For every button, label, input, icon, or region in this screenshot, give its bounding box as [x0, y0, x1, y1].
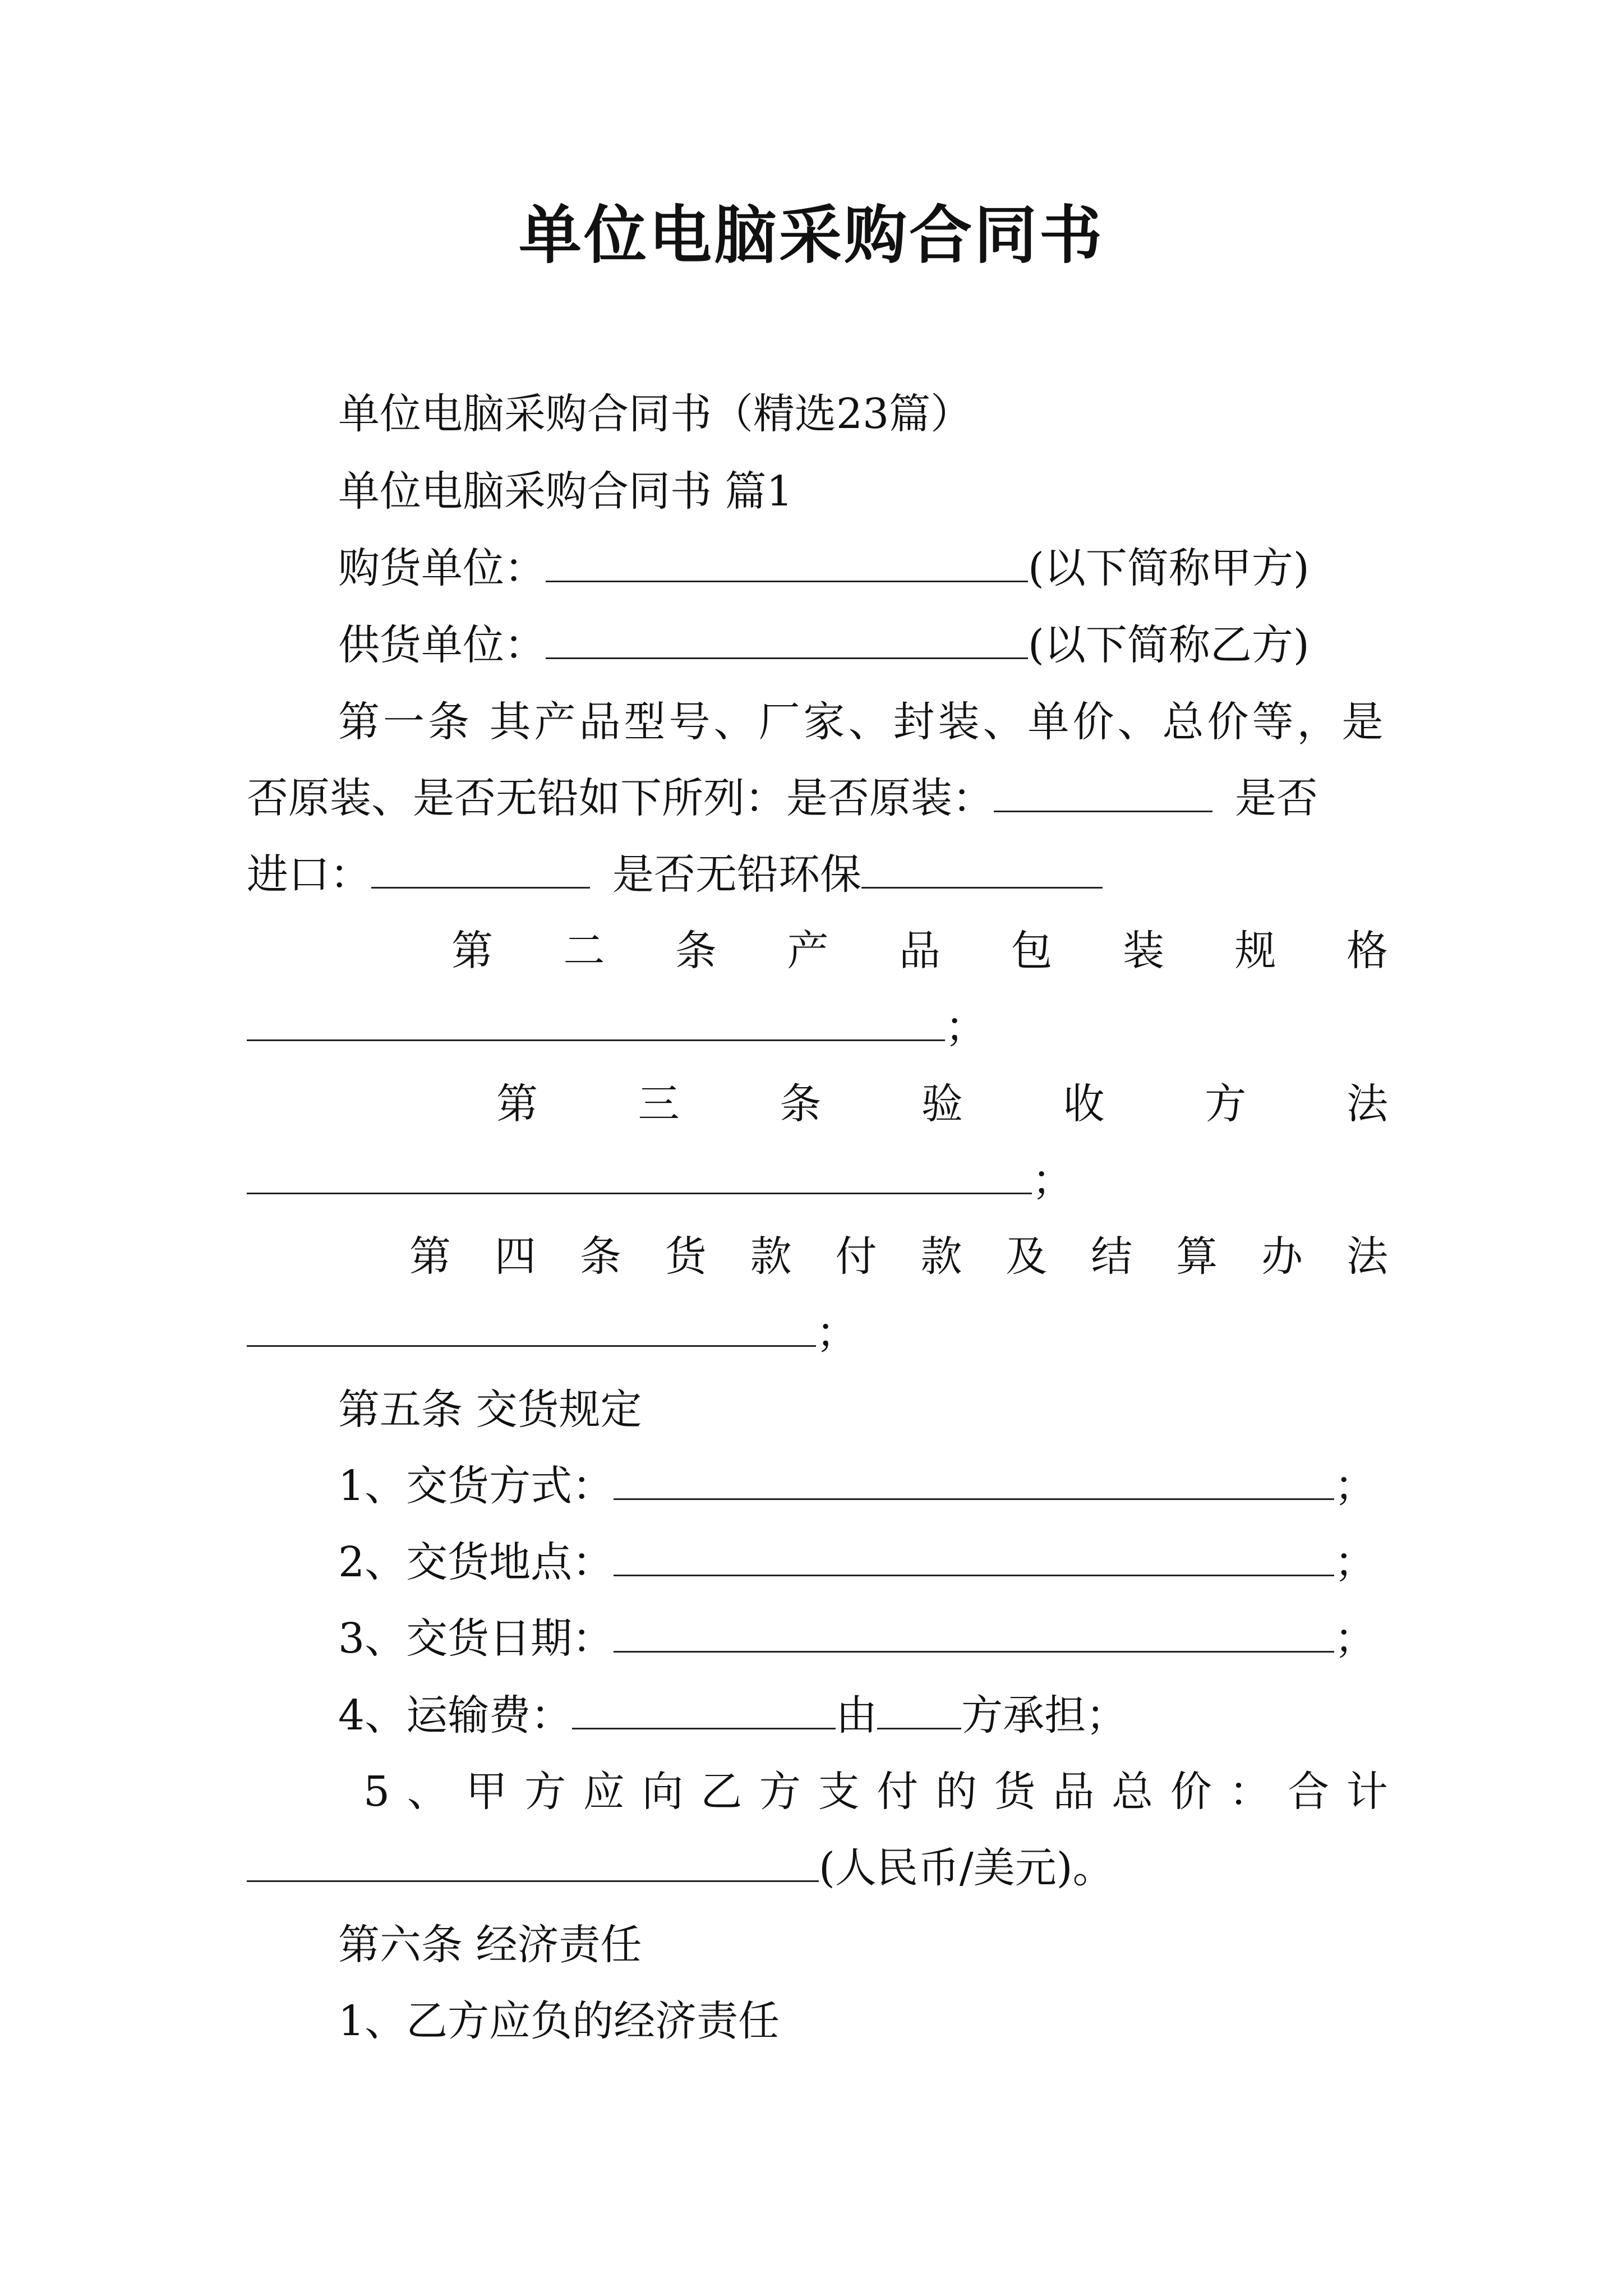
total-price-char: 的: [935, 1768, 977, 1816]
article4-end: ；: [816, 1309, 857, 1357]
supplier-label: 供货单位：: [338, 621, 546, 669]
total-price-char: ：: [1229, 1768, 1271, 1816]
delivery-date-label: 3、交货日期：: [338, 1614, 614, 1663]
supplier-note: (以下简称乙方): [1028, 621, 1310, 669]
freight-end: 方承担；: [961, 1691, 1128, 1740]
total-price-heading: [363, 1764, 1388, 1820]
total-price-char: 甲: [465, 1768, 508, 1816]
freight-party-blank[interactable]: [877, 1688, 961, 1729]
supplier-row: [338, 617, 1310, 673]
total-price-char: 合: [1288, 1768, 1330, 1816]
total-price-char: 5: [363, 1768, 390, 1816]
article3-heading: [496, 1076, 1388, 1132]
article4-char: 款: [750, 1232, 792, 1281]
leadfree-blank[interactable]: [861, 848, 1103, 889]
document-title: 单位电脑采购合同书: [519, 199, 1104, 272]
total-price-char: 向: [642, 1768, 684, 1816]
article4-char: 款: [920, 1232, 962, 1281]
article3-blank-row: [247, 1152, 1073, 1208]
article3-char: 收: [1063, 1080, 1105, 1128]
article3-char: 验: [921, 1080, 963, 1128]
article2-end: ；: [945, 1003, 986, 1051]
total-price-char: 方: [759, 1768, 801, 1816]
article3-end: ；: [1032, 1156, 1073, 1204]
article3-char: 条: [780, 1080, 822, 1128]
import-blank[interactable]: [371, 848, 590, 889]
article2-heading: [451, 923, 1388, 979]
article4-char: 条: [579, 1232, 621, 1281]
chapter-heading: 单位电脑采购合同书 篇1: [338, 467, 793, 516]
freight-mid: 由: [836, 1691, 878, 1740]
total-price-char: 应: [583, 1768, 625, 1816]
article2-char: 产: [787, 927, 829, 975]
total-price-char: 计: [1346, 1768, 1388, 1816]
total-price-char: 总: [1112, 1768, 1154, 1816]
delivery-place-end: ；: [1334, 1538, 1376, 1586]
buyer-note: (以下简称甲方): [1028, 544, 1310, 592]
currency-note: (人民币/美元)。: [819, 1844, 1114, 1892]
article4-char: 付: [835, 1232, 877, 1281]
delivery-date-row: [338, 1611, 1376, 1667]
article4-heading: [409, 1228, 1388, 1285]
article4-char: 第: [409, 1232, 451, 1281]
article3-char: 方: [1205, 1080, 1247, 1128]
article4-char: 办: [1261, 1232, 1303, 1281]
article3-char: 法: [1346, 1080, 1388, 1128]
article6-heading: 第六条 经济责任: [338, 1921, 642, 1969]
delivery-place-row: [338, 1534, 1376, 1590]
total-price-blank[interactable]: [247, 1841, 819, 1882]
total-price-char: 方: [524, 1768, 566, 1816]
total-price-row: [247, 1840, 1114, 1896]
delivery-date-blank[interactable]: [614, 1612, 1334, 1653]
article3-char: 第: [496, 1080, 538, 1128]
article6-item1: 1、乙方应负的经济责任: [338, 1997, 780, 2045]
buyer-label: 购货单位：: [338, 544, 546, 592]
import-label: 进口：: [247, 850, 371, 899]
article4-blank-row: [247, 1305, 857, 1361]
article1-original-label: 否原装、是否无铅如下所列：是否原装：: [247, 774, 994, 822]
article4-char: 算: [1176, 1232, 1218, 1281]
freight-row: [338, 1687, 1127, 1743]
delivery-method-end: ；: [1334, 1462, 1376, 1510]
payment-blank[interactable]: [247, 1306, 816, 1347]
article2-char: 规: [1234, 927, 1276, 975]
buyer-row: [338, 540, 1310, 596]
original-blank[interactable]: [994, 771, 1212, 812]
packaging-blank[interactable]: [247, 1000, 945, 1041]
article1-line1: 第一条 其产品型号、厂家、封装、单价、总价等，是: [338, 698, 1387, 746]
article2-blank-row: [247, 999, 986, 1055]
article4-char: 货: [665, 1232, 707, 1281]
total-price-char: 品: [1053, 1768, 1095, 1816]
total-price-char: 、: [407, 1768, 449, 1816]
article4-char: 四: [494, 1232, 536, 1281]
buyer-blank[interactable]: [546, 541, 1028, 582]
article2-char: 格: [1347, 927, 1388, 975]
delivery-place-blank[interactable]: [614, 1535, 1334, 1576]
delivery-method-row: [338, 1458, 1376, 1514]
article1-import-label: 是否: [1235, 774, 1318, 822]
delivery-method-label: 1、交货方式：: [338, 1462, 614, 1510]
article4-char: 法: [1346, 1232, 1388, 1281]
article2-char: 二: [563, 927, 605, 975]
article1-line3: [247, 846, 1103, 903]
article2-char: 品: [899, 927, 940, 975]
total-price-char: 货: [994, 1768, 1036, 1816]
article4-char: 及: [1006, 1232, 1048, 1281]
total-price-char: 价: [1170, 1768, 1212, 1816]
freight-label: 4、运输费：: [338, 1691, 573, 1740]
delivery-date-end: ；: [1334, 1614, 1376, 1663]
article2-char: 条: [675, 927, 717, 975]
leadfree-label: 是否无铅环保: [612, 850, 861, 899]
subtitle: 单位电脑采购合同书（精选23篇）: [338, 390, 972, 438]
article1-line2: [247, 770, 1318, 826]
delivery-method-blank[interactable]: [614, 1459, 1334, 1500]
total-price-char: 乙: [700, 1768, 743, 1816]
article2-char: 装: [1123, 927, 1164, 975]
article5-heading: 第五条 交货规定: [338, 1386, 642, 1434]
total-price-char: 支: [818, 1768, 860, 1816]
article2-char: 第: [451, 927, 493, 975]
acceptance-blank[interactable]: [247, 1153, 1032, 1194]
delivery-place-label: 2、交货地点：: [338, 1538, 614, 1586]
freight-amount-blank[interactable]: [572, 1688, 836, 1729]
supplier-blank[interactable]: [546, 618, 1028, 659]
article2-char: 包: [1011, 927, 1053, 975]
article3-char: 三: [638, 1080, 680, 1128]
total-price-char: 付: [877, 1768, 919, 1816]
article4-char: 结: [1091, 1232, 1133, 1281]
